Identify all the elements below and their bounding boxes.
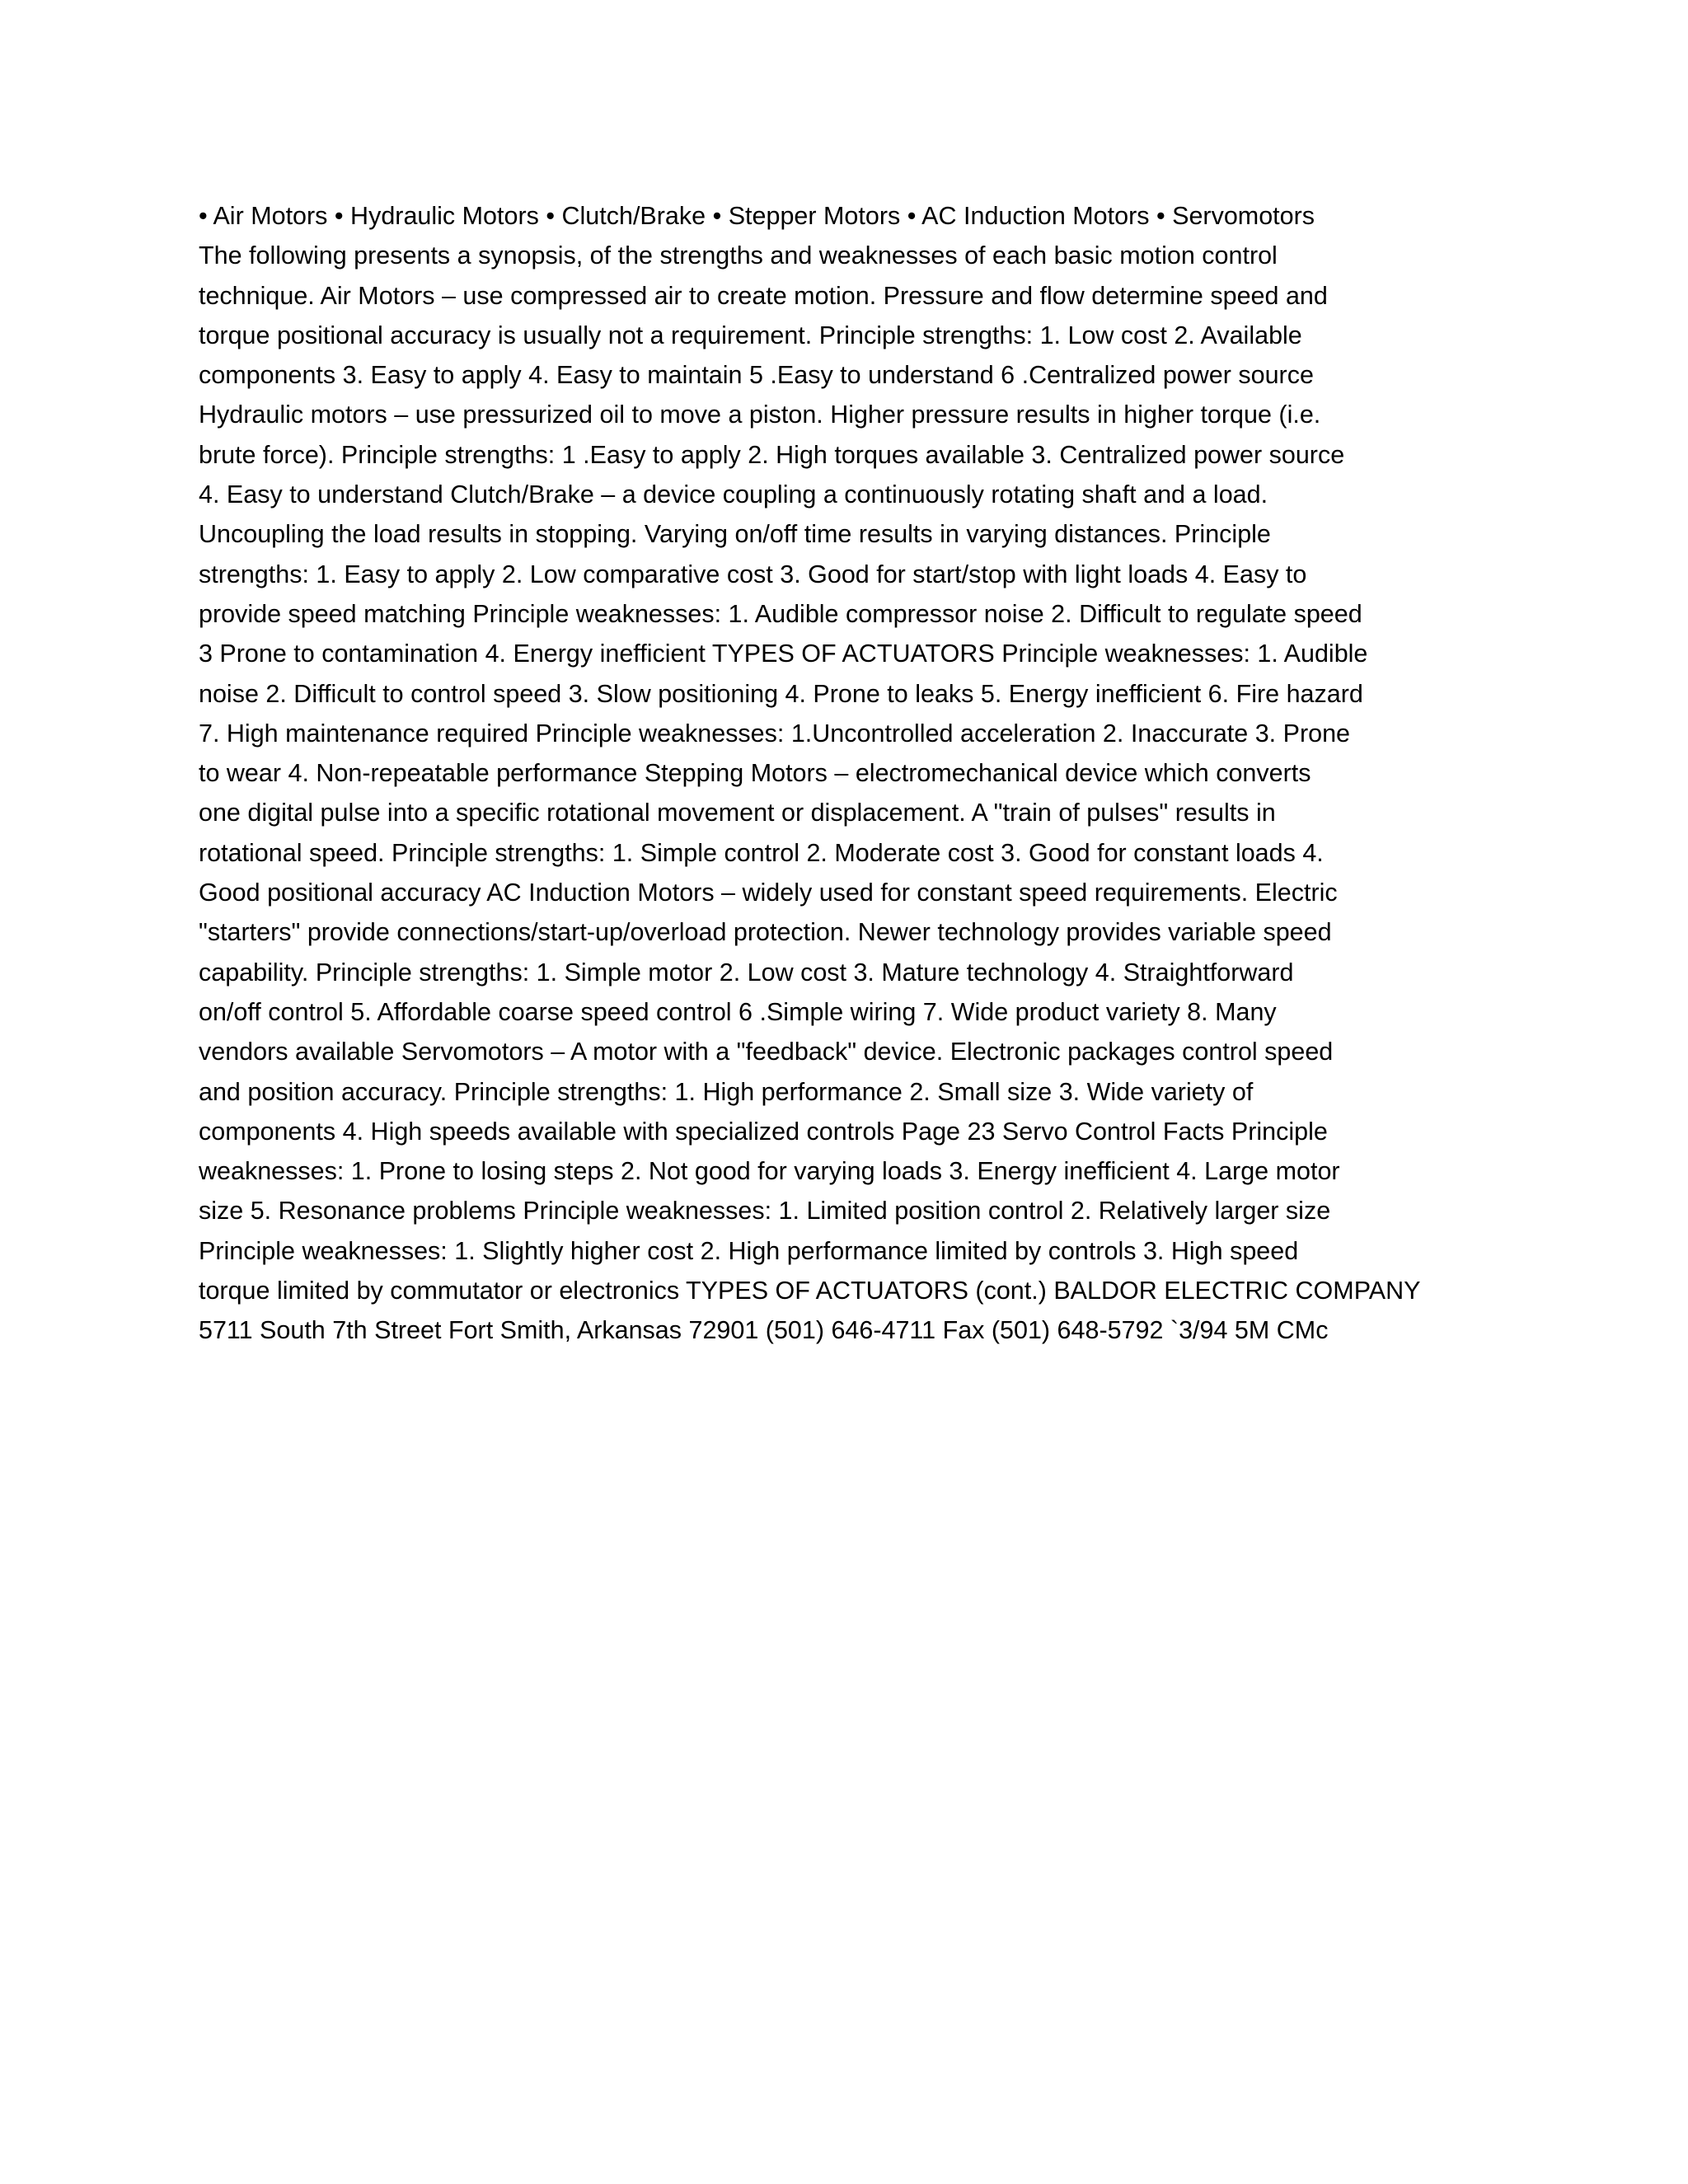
text-line: and position accuracy. Principle strengths: 1. High performance 2. Small size 3. Wide variety of xyxy=(199,1077,1254,1106)
text-line: size 5. Resonance problems Principle weaknesses: 1. Limited position control 2. Relatively larger size xyxy=(199,1197,1331,1226)
text-line: rotational speed. Principle strengths: 1. Simple control 2. Moderate cost 3. Good for constant loads 4. xyxy=(199,838,1324,867)
text-line: Good positional accuracy AC Induction Motors – widely used for constant speed requirements. Electric xyxy=(199,879,1338,907)
text-line: 4. Easy to understand Clutch/Brake – a device coupling a continuously rotating shaft and a load. xyxy=(199,480,1268,509)
text-line: 7. High maintenance required Principle weaknesses: 1.Uncontrolled acceleration 2. Inaccurate 3. Prone xyxy=(199,719,1351,748)
body-text xyxy=(199,196,1501,1351)
text-line: strengths: 1. Easy to apply 2. Low comparative cost 3. Good for start/stop with light loads 4. Easy to xyxy=(199,560,1307,588)
text-line: to wear 4. Non-repeatable performance Stepping Motors – electromechanical device which converts xyxy=(199,759,1311,788)
text-line: brute force). Principle strengths: 1 .Easy to apply 2. High torques available 3. Centralized power source xyxy=(199,440,1345,469)
text-line: noise 2. Difficult to control speed 3. Slow positioning 4. Prone to leaks 5. Energy inefficient 6. Fire hazard xyxy=(199,679,1363,708)
text-line: • Air Motors • Hydraulic Motors • Clutch/Brake • Stepper Motors • AC Induction Motors • Servomotors xyxy=(199,202,1315,230)
text-line: weaknesses: 1. Prone to losing steps 2. Not good for varying loads 3. Energy inefficient 4. Large motor xyxy=(199,1157,1340,1186)
text-line: Principle weaknesses: 1. Slightly higher cost 2. High performance limited by controls 3. High speed xyxy=(199,1236,1299,1265)
text-line: on/off control 5. Affordable coarse speed control 6 .Simple wiring 7. Wide product variety 8. Many xyxy=(199,997,1277,1026)
text-line: technique. Air Motors – use compressed air to create motion. Pressure and flow determine speed and xyxy=(199,281,1328,310)
text-line: Hydraulic motors – use pressurized oil to move a piston. Higher pressure results in higher torque (i.e. xyxy=(199,401,1321,429)
text-line: "starters" provide connections/start-up/overload protection. Newer technology provides variable speed xyxy=(199,918,1332,947)
text-line: components 4. High speeds available with specialized controls Page 23 Servo Control Facts Principle xyxy=(199,1117,1328,1146)
text-line: Uncoupling the load results in stopping. Varying on/off time results in varying distances. Principle xyxy=(199,520,1271,549)
text-line: capability. Principle strengths: 1. Simple motor 2. Low cost 3. Mature technology 4. Straightforward xyxy=(199,958,1294,987)
text-line: one digital pulse into a specific rotational movement or displacement. A "train of pulses" results in xyxy=(199,799,1276,827)
text-line: vendors available Servomotors – A motor with a "feedback" device. Electronic packages control speed xyxy=(199,1038,1334,1066)
text-line: torque positional accuracy is usually not a requirement. Principle strengths: 1. Low cost 2. Available xyxy=(199,321,1302,349)
text-line: The following presents a synopsis, of the strengths and weaknesses of each basic motion control xyxy=(199,241,1278,270)
text-line: components 3. Easy to apply 4. Easy to maintain 5 .Easy to understand 6 .Centralized power source xyxy=(199,361,1314,390)
text-line: provide speed matching Principle weaknesses: 1. Audible compressor noise 2. Difficult to regulate speed xyxy=(199,599,1362,628)
text-line: 5711 South 7th Street Fort Smith, Arkansas 72901 (501) 646-4711 Fax (501) 648-5792 `3/94 5M CMc xyxy=(199,1316,1329,1345)
text-line: 3 Prone to contamination 4. Energy inefficient TYPES OF ACTUATORS Principle weaknesses: 1. Audible xyxy=(199,640,1368,668)
text-line: torque limited by commutator or electronics TYPES OF ACTUATORS (cont.) BALDOR ELECTRIC COMPANY xyxy=(199,1277,1421,1305)
